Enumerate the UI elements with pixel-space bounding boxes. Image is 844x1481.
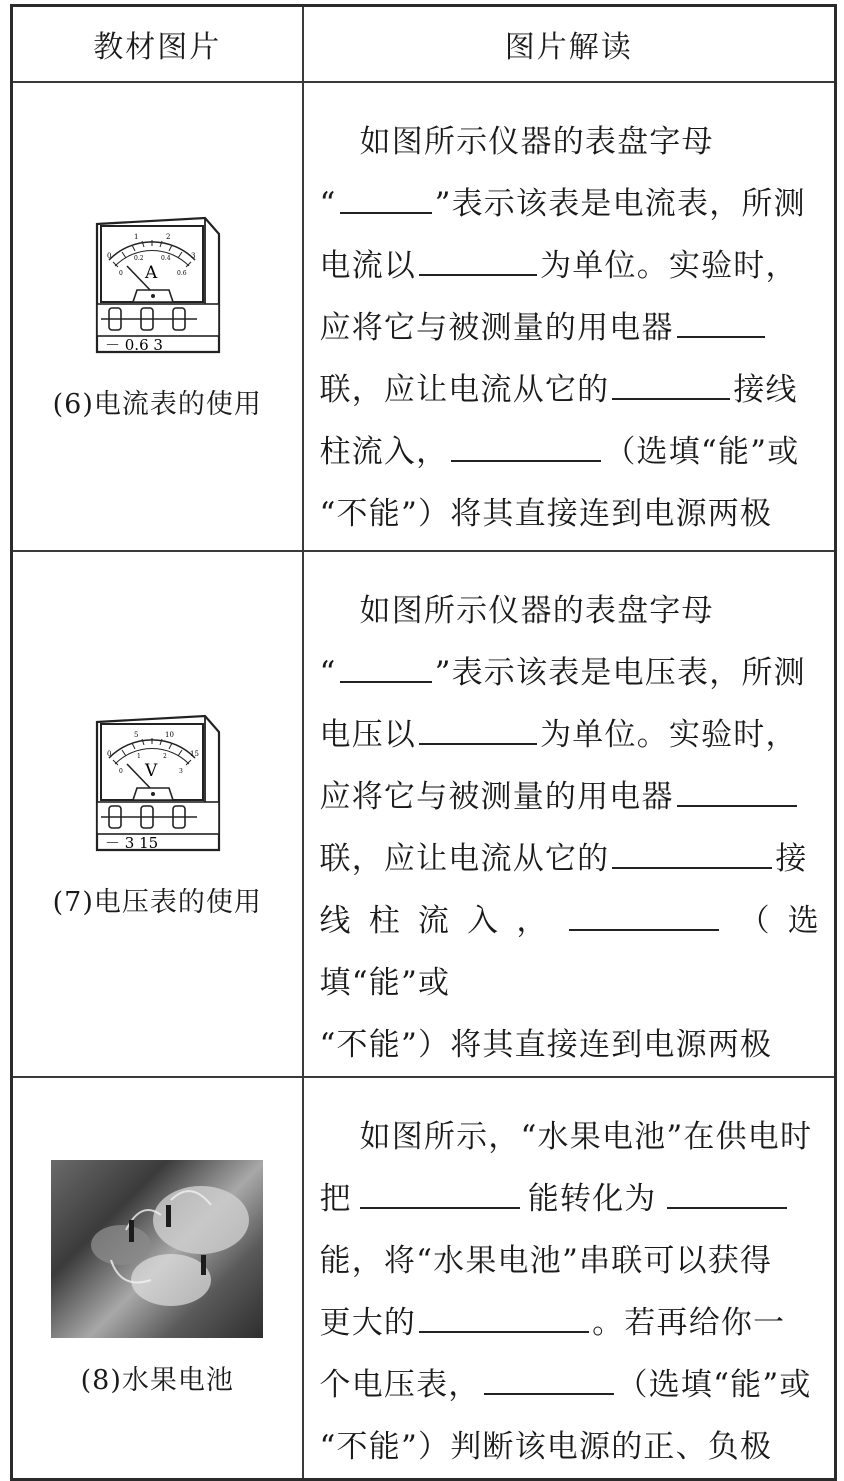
text-line: 把 <box>319 1181 352 1217</box>
figure-cell-ammeter <box>12 82 303 551</box>
text-line: “不能”）将其直接连到电源两极 <box>319 1027 773 1063</box>
table-row-voltmeter <box>12 551 836 1077</box>
scale-bottom-3: 0.6 <box>177 270 187 277</box>
text-line: 为单位。实验时， <box>540 248 798 284</box>
table-header-row <box>12 6 836 83</box>
text-line: （选填“能”或 <box>319 903 821 1001</box>
meter-letter: A <box>145 263 158 283</box>
fill-blank[interactable] <box>340 211 432 214</box>
fill-blank[interactable] <box>677 335 765 338</box>
text-line: ”表示该表是电压表，所测 <box>434 655 806 691</box>
text-line: 联，应让电流从它的 <box>319 841 610 877</box>
text-line: “ <box>319 186 337 222</box>
text-line: “不能”）将其直接连到电源两极 <box>319 496 773 532</box>
text-line: 如图所示仪器的表盘字母 <box>359 593 714 629</box>
terminal-labels: － 3 15 <box>105 833 159 852</box>
scale-bottom-1: 1 <box>137 752 142 760</box>
text-line: 线柱流入， <box>319 903 566 939</box>
table-row-fruit-battery <box>12 1077 836 1480</box>
fill-blank[interactable] <box>484 1392 614 1395</box>
text-line: 为单位。实验时， <box>540 717 798 753</box>
text-line: （选填“能”或 <box>616 1367 812 1403</box>
text-cell-ammeter <box>303 82 836 551</box>
scale-top-3: 3 <box>191 252 196 260</box>
scale-top-3: 15 <box>190 749 200 758</box>
text-line: “不能”）判断该电源的正、负极 <box>319 1429 773 1465</box>
caption-fruit-battery: (8)水果电池 <box>80 1364 234 1396</box>
figure-cell-voltmeter <box>12 551 303 1077</box>
scale-bottom-3: 3 <box>179 767 184 775</box>
header-textbook-image: 教材图片 <box>12 6 303 83</box>
text-cell-voltmeter <box>303 551 836 1077</box>
caption-ammeter: (6)电流表的使用 <box>52 389 262 420</box>
text-line: 。若再给你一 <box>592 1305 786 1341</box>
text-line: 接线 <box>733 372 798 408</box>
scale-top-0: 0 <box>107 252 112 260</box>
figure-cell-fruit-battery <box>12 1077 303 1480</box>
fill-blank[interactable] <box>419 742 537 745</box>
fruit-battery-icon <box>51 1160 263 1338</box>
textbook-table <box>10 4 837 1481</box>
scale-top-2: 2 <box>166 233 171 241</box>
text-line: 应将它与被测量的用电器 <box>319 310 674 346</box>
paragraph-voltmeter <box>304 552 835 1076</box>
text-line: 能，将“水果电池”串联可以获得 <box>319 1243 773 1279</box>
fill-blank[interactable] <box>419 1330 589 1333</box>
text-cell-fruit-battery <box>303 1077 836 1480</box>
fruit-battery-photo <box>51 1160 263 1338</box>
scale-top-1: 1 <box>134 233 139 241</box>
fill-blank[interactable] <box>612 397 730 400</box>
fill-blank[interactable] <box>340 680 432 683</box>
scale-bottom-2: 0.4 <box>161 255 171 262</box>
text-line: 联，应让电流从它的 <box>319 372 610 408</box>
fill-blank[interactable] <box>360 1206 520 1209</box>
text-line: 接 <box>775 841 808 877</box>
fill-blank[interactable] <box>612 866 772 869</box>
text-line: 电压以 <box>319 717 417 753</box>
text-line: ”表示该表是电流表，所测 <box>434 186 806 222</box>
header-image-interpretation: 图片解读 <box>303 6 836 83</box>
scale-bottom-0: 0 <box>119 767 124 775</box>
fill-blank[interactable] <box>451 459 601 462</box>
text-line: （选填“能”或 <box>604 434 800 470</box>
fill-blank[interactable] <box>677 804 797 807</box>
table-row-ammeter <box>12 82 836 551</box>
scale-top-2: 10 <box>165 730 175 739</box>
text-line: 柱流入， <box>319 434 449 470</box>
text-line: 能转化为 <box>527 1181 657 1217</box>
text-line: 如图所示仪器的表盘字母 <box>359 124 714 160</box>
scale-bottom-2: 2 <box>163 752 168 760</box>
text-line: 更大的 <box>319 1305 417 1341</box>
fill-blank[interactable] <box>569 928 719 931</box>
scale-top-1: 5 <box>134 730 139 739</box>
scale-bottom-0: 0 <box>119 270 124 277</box>
text-line: 应将它与被测量的用电器 <box>319 779 674 815</box>
scale-top-0: 0 <box>107 749 112 758</box>
caption-voltmeter: (7)电压表的使用 <box>52 886 262 918</box>
terminal-labels: － 0.6 3 <box>105 336 164 354</box>
fill-blank[interactable] <box>419 273 537 276</box>
scale-bottom-1: 0.2 <box>134 255 144 262</box>
ammeter-icon <box>87 212 227 362</box>
text-line: 电流以 <box>319 248 417 284</box>
paragraph-ammeter <box>304 83 835 545</box>
meter-letter: V <box>145 760 158 781</box>
fill-blank[interactable] <box>667 1206 787 1209</box>
text-line: 个电压表， <box>319 1367 481 1403</box>
text-line: 如图所示，“水果电池”在供电时 <box>359 1119 813 1155</box>
text-line: “ <box>319 655 337 691</box>
voltmeter-icon <box>87 710 227 860</box>
paragraph-fruit-battery <box>304 1078 835 1478</box>
